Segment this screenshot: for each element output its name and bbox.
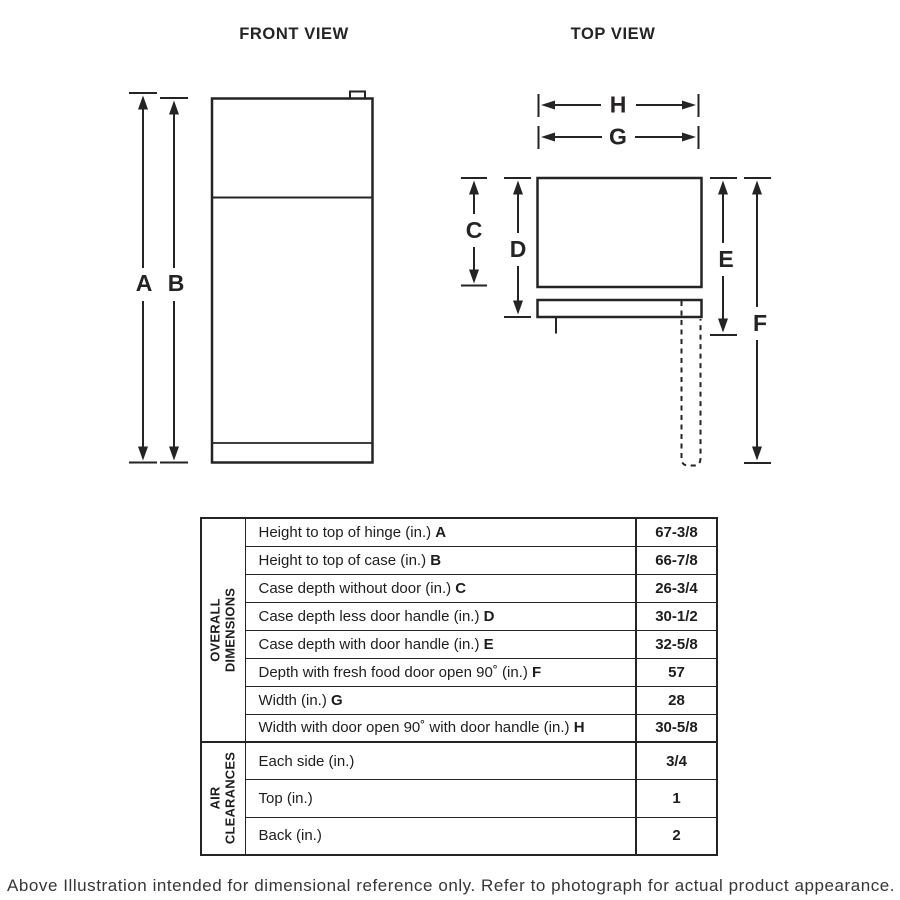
dim-label-c: C — [465, 217, 483, 243]
dimensions-table — [200, 517, 718, 856]
row-label: Height to top of hinge (in.) — [258, 523, 432, 541]
row-label: Width (in.) — [258, 691, 327, 709]
dim-line-h — [539, 92, 699, 118]
row-letter: A — [435, 523, 447, 541]
table-row — [201, 518, 717, 546]
row-value: 1 — [636, 780, 717, 818]
row-label: Height to top of case (in.) — [258, 551, 427, 569]
table-row — [201, 742, 717, 780]
dim-line-f — [744, 178, 771, 463]
dim-line-c — [461, 178, 487, 286]
row-value: 26-3/4 — [636, 574, 717, 602]
refrigerator-outline — [212, 99, 373, 463]
dim-line-b — [160, 98, 188, 463]
row-value: 2 — [636, 817, 717, 855]
row-label: Back (in.) — [258, 827, 322, 844]
row-letter: B — [430, 551, 442, 569]
top-view-drawing — [538, 178, 702, 466]
dim-line-a — [129, 93, 157, 463]
dim-label-b: B — [167, 270, 185, 296]
footnote: Above Illustration intended for dimensional reference only. Refer to photograph for actual product appearance. — [7, 876, 896, 895]
row-label: Each side (in.) — [258, 752, 355, 770]
table-row — [201, 546, 717, 574]
dim-label-g: G — [609, 123, 627, 150]
row-value: 30-1/2 — [636, 602, 717, 630]
table-row — [201, 602, 717, 630]
dim-line-e — [710, 178, 737, 335]
row-value: 32-5/8 — [636, 630, 717, 658]
front-view-title: FRONT VIEW — [239, 25, 349, 43]
section-header-line: CLEARANCES — [223, 752, 239, 845]
door-open-dashed-outline — [682, 301, 701, 466]
dim-label-a: A — [135, 270, 153, 296]
row-value: 3/4 — [636, 742, 717, 780]
section-header-overall-dimensions — [201, 518, 245, 742]
section-header-air-clearances — [201, 742, 245, 855]
row-letter: D — [483, 607, 495, 625]
row-label: Depth with fresh food door open 90˚ (in.) — [258, 663, 528, 681]
table-row — [201, 817, 717, 855]
row-letter: G — [331, 691, 343, 709]
table-row — [201, 574, 717, 602]
table-row — [201, 686, 717, 714]
table-row — [201, 714, 717, 742]
row-value: 67-3/8 — [636, 518, 717, 546]
row-letter: E — [483, 635, 494, 653]
door-top-outline — [538, 300, 702, 317]
dim-label-d: D — [509, 236, 527, 262]
top-view-title: TOP VIEW — [570, 25, 656, 43]
section-header-line: DIMENSIONS — [223, 587, 239, 673]
dim-label-e: E — [718, 246, 734, 272]
row-letter: H — [573, 719, 585, 737]
dim-label-f: F — [752, 310, 768, 336]
dim-line-g — [539, 124, 699, 150]
row-label: Top (in.) — [258, 789, 313, 807]
row-letter: C — [455, 579, 467, 597]
row-label: Case depth with door handle (in.) — [258, 635, 480, 653]
row-label: Width with door open 90˚ with door handle (in.) — [258, 719, 570, 737]
table-row — [201, 658, 717, 686]
dim-label-h: H — [609, 91, 627, 118]
section-header-line: AIR — [207, 786, 223, 810]
row-label: Case depth less door handle (in.) — [258, 607, 480, 625]
row-value: 57 — [636, 658, 717, 686]
case-top-outline — [538, 178, 702, 287]
row-letter: F — [532, 663, 542, 681]
table-row — [201, 780, 717, 818]
row-value: 30-5/8 — [636, 714, 717, 742]
row-value: 28 — [636, 686, 717, 714]
table-row — [201, 630, 717, 658]
row-label: Case depth without door (in.) — [258, 579, 452, 597]
dim-line-d — [504, 178, 531, 317]
section-header-line: OVERALL — [207, 598, 223, 662]
front-view-drawing — [212, 92, 373, 463]
row-value: 66-7/8 — [636, 546, 717, 574]
